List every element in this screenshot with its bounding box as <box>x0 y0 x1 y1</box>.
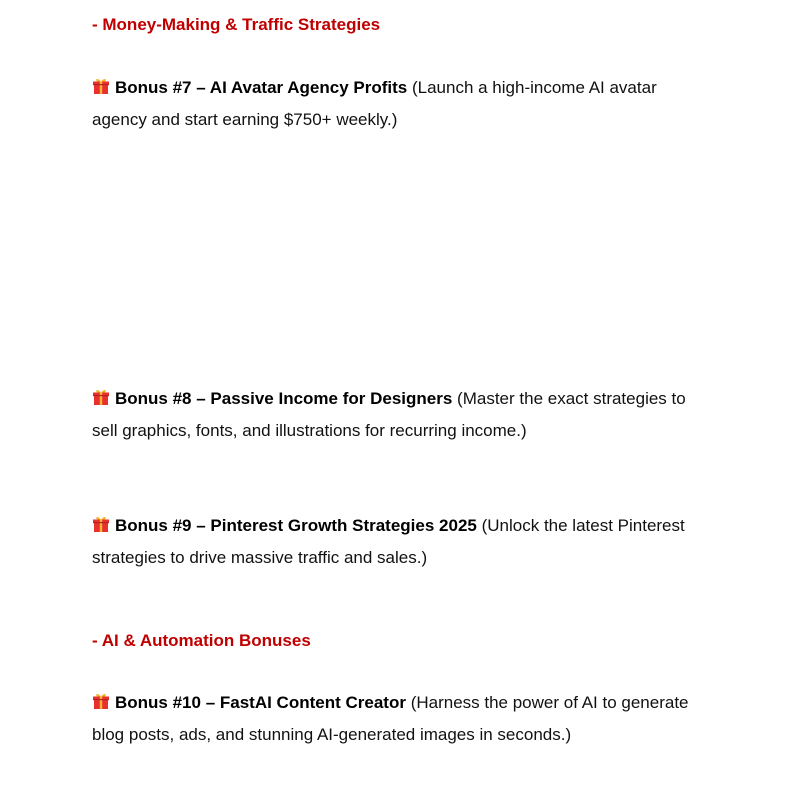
bonus-title: Bonus #10 – FastAI Content Creator <box>115 693 406 712</box>
bonus-item-10 <box>92 687 692 751</box>
bonus-item-8 <box>92 383 692 447</box>
bonus-description: (Launch a high-income AI avatar agency and start earning $750+ weekly.) <box>92 78 657 129</box>
bonus-item-9 <box>92 510 692 574</box>
section-heading-ai-automation: - AI & Automation Bonuses <box>92 631 311 650</box>
bonus-description: (Master the exact strategies to sell graphics, fonts, and illustrations for recurring income.) <box>92 389 686 440</box>
gift-icon <box>92 388 110 406</box>
bonus-title: Bonus #7 – AI Avatar Agency Profits <box>115 78 408 97</box>
gift-icon <box>92 515 110 533</box>
section-heading-money-making: - Money-Making & Traffic Strategies <box>92 15 381 34</box>
bonus-title: Bonus #8 – Passive Income for Designers <box>115 389 453 408</box>
bonus-description: (Unlock the latest Pinterest strategies to drive massive traffic and sales.) <box>92 516 685 567</box>
gift-icon <box>92 692 110 710</box>
bonus-description: (Harness the power of AI to generate blog posts, ads, and stunning AI-generated images in seconds.) <box>92 693 689 744</box>
bonus-title: Bonus #9 – Pinterest Growth Strategies 2025 <box>115 516 477 535</box>
gift-icon <box>92 77 110 95</box>
bonus-item-7 <box>92 72 692 136</box>
